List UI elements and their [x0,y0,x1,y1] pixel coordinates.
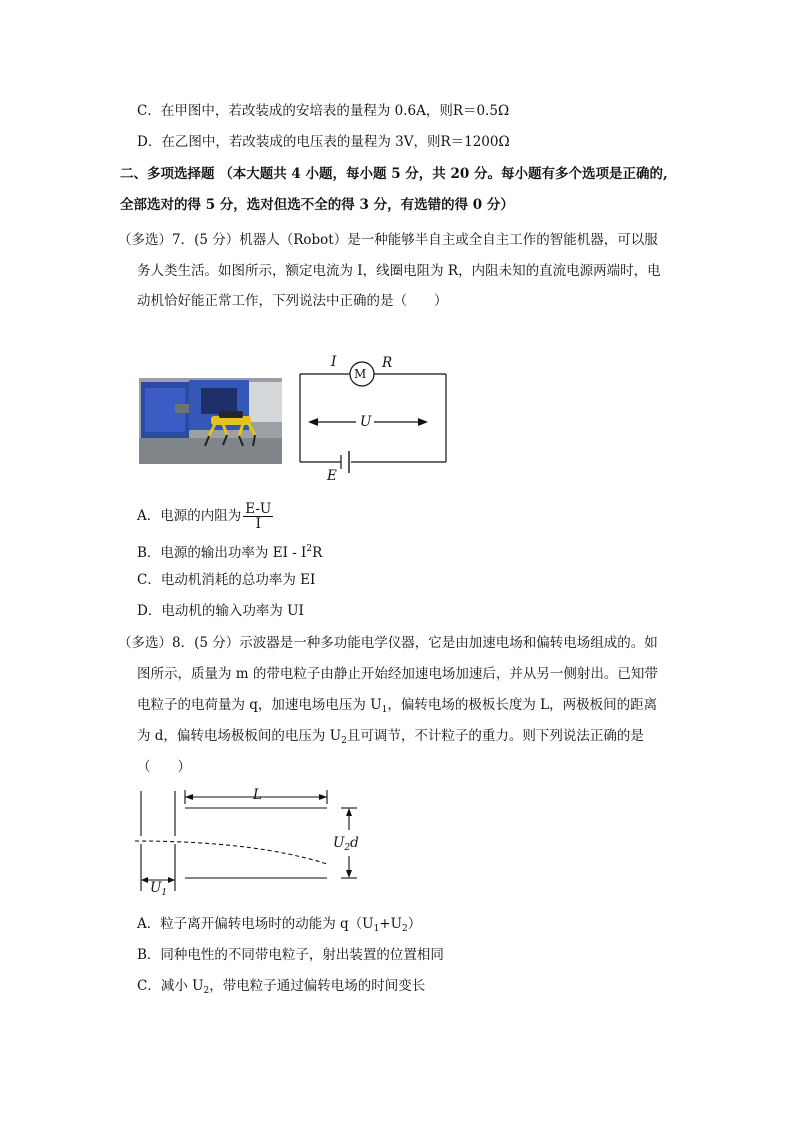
deflection-diagram-lines [135,786,365,900]
q7-stem-line-1: （多选）7．(5 分）机器人（Robot）是一种能够半自主或全自主工作的智能机器，可以服 [118,232,658,248]
subscript: 2 [402,924,408,934]
subscript: 2 [344,843,351,853]
robot-photo [139,378,282,464]
q8-option-c [137,976,425,1001]
label-plate-length: L [253,787,262,803]
q8-stem-line-5: （ ） [137,759,191,775]
q8-option-a-part-1: A．粒子离开偏转电场时的动能为 q（U [137,916,374,932]
label-u2-d [333,833,359,858]
subscript: 2 [341,736,347,746]
section-2-header-line-2: 全部选对的得 5 分，选对但选不全的得 3 分，有选错的得 0 分） [120,197,514,213]
subscript: 1 [373,924,380,934]
q7-circuit-diagram [296,352,452,486]
fraction-numerator: E-U [245,501,272,517]
q7-option-a-prefix: A．电源的内阻为 [137,508,242,524]
circuit-label-emf: E [327,468,337,484]
subscript: 2 [203,986,210,996]
section-2-header-line-1: 二、多项选择题 （本大题共 4 小题，每小题 5 分，共 20 分。每小题有多个选项是正确的, [120,166,668,182]
q7-option-b [137,539,322,563]
q7-option-d: D．电动机的输入功率为 UI [137,603,304,619]
subscript: 1 [381,705,388,715]
robot-photo-drawing [139,378,282,464]
q8-option-a-part-3: ） [407,916,422,932]
q8-stem-line-3-part-1: 电粒子的电荷量为 q，加速电场电压为 U [137,697,382,713]
fraction-denominator: I [255,516,261,532]
circuit-label-voltage: U [360,414,372,430]
motor-symbol-label: M [354,367,367,381]
q8-option-c-part-2: ，带电粒子通过偏转电场的时间变长 [209,978,426,994]
q6-option-c: C．在甲图中，若改装成的安培表的量程为 0.6A，则R＝0.5Ω [137,103,510,119]
circuit-label-current: I [331,354,337,370]
q7-stem-line-2: 务人类生活。如图所示，额定电流为 I，线圈电阻为 R，内阻未知的直流电源两端时，电 [137,263,661,279]
q8-deflection-diagram [135,786,365,900]
subscript: 1 [161,888,168,898]
q7-option-b-suffix: R [312,545,323,561]
label-u1 [150,878,167,903]
q8-stem-line-3-part-2: ，偏转电场的极板长度为 L，两极板间的距离 [387,697,658,713]
q8-option-b: B．同种电性的不同带电粒子，射出装置的位置相同 [137,947,444,963]
label-d: d [350,835,359,851]
q7-option-b-exponent: 2 [306,544,313,554]
q7-option-a [137,500,273,532]
q8-stem-line-4-part-2: 且可调节，不计粒子的重力。则下列说法正确的是 [346,728,644,744]
circuit-wires [296,352,452,486]
label-u2: U [333,835,345,851]
q8-stem-line-4-part-1: 为 d，偏转电场极板间的电压为 U [137,728,342,744]
q8-option-a-part-2: +U [379,916,402,932]
q6-option-d: D．在乙图中，若改装成的电压表的量程为 3V，则R＝1200Ω [137,134,510,150]
q7-option-a-fraction [243,502,273,531]
q7-option-b-prefix: B．电源的输出功率为 EI - I [137,545,307,561]
q7-stem-line-3: 动机恰好能正常工作，下列说法中正确的是（ ） [137,293,448,309]
q8-stem-line-3 [137,695,657,720]
q8-stem-line-4 [137,726,644,751]
label-u1-letter: U [150,880,162,896]
q8-stem-line-1: （多选）8．(5 分）示波器是一种多功能电学仪器，它是由加速电场和偏转电场组成的。如 [118,635,658,651]
q8-stem-line-2: 图所示，质量为 m 的带电粒子由静止开始经加速电场加速后，并从另一侧射出。已知带 [137,666,658,682]
q8-option-c-part-1: C．减小 U [137,978,204,994]
q8-option-a [137,914,421,939]
q7-option-c: C．电动机消耗的总功率为 EI [137,572,316,588]
circuit-label-resistance: R [382,355,393,371]
